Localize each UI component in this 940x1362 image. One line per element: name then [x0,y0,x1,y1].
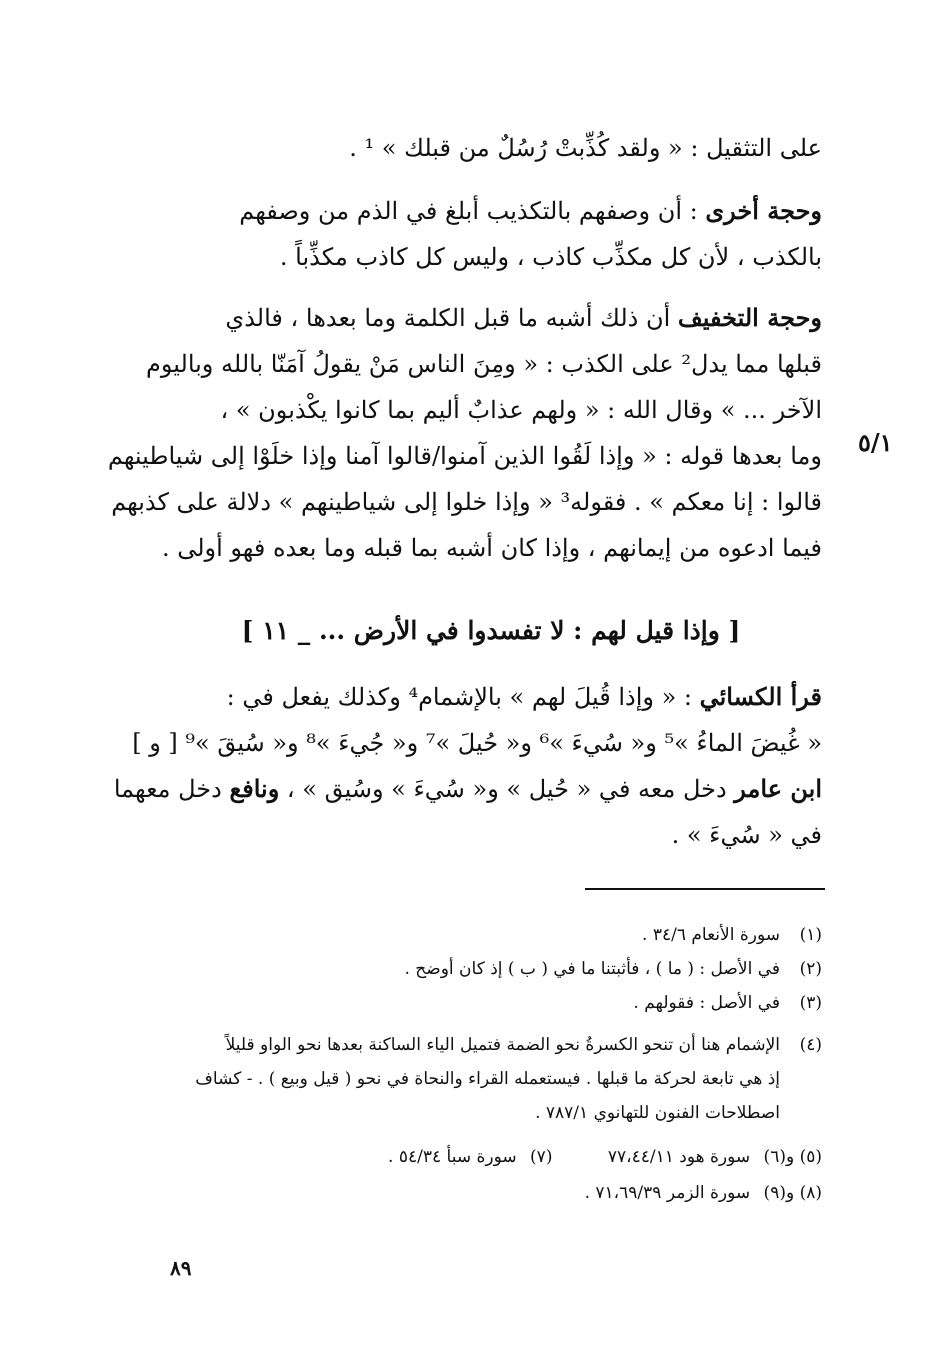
footnote-text: سورة هود ٧٧،٤٤/١١ [607,1147,751,1167]
footnote-1 [160,918,822,952]
paragraph-takhfif [107,295,822,571]
footnote-text: في الأصل : فقولهم . [633,993,780,1013]
footnote-8-9 [160,1176,822,1210]
footnote-number: (٧) [530,1147,553,1167]
text-line: قبلها مما يدل² على الكذب : « ومِنَ الناس مَنْ يقولُ آمَنّا بالله وباليوم [146,350,822,378]
footnote-text: سورة الأنعام ٣٤/٦ . [642,925,780,945]
line-text: : « وإذا قُيلَ لهم » بالإشمام⁴ وكذلك يفعل في : [226,683,700,711]
footnote-number: (٨) و(٩) [763,1183,822,1203]
footnote-4 [160,1028,822,1130]
line-text: دخل معهما [113,775,230,803]
line-text: دخل معه في « حُيل » و« سُيءَ » وسُيق » ، [279,775,735,803]
text-line: فيما ادعوه من إيمانهم ، وإذا كان أشبه بما قبله وما بعده فهو أولى . [161,534,822,562]
footnote-number: (٥) و(٦) [763,1147,822,1167]
footnote-text: إذ هي تابعة لحركة ما قبلها . فيستعمله القراء والنحاة في نحو ( قيل وبيع ) . - كشاف [195,1069,780,1089]
text-line: « غُيضَ الماءُ »⁵ و« سُيءَ »⁶ و« حُيلَ »⁷ و« جُيءَ »⁸ و« سُيقَ »⁹ [ و ] [132,729,822,757]
bold-term: وحجة التخفيف [677,303,822,332]
text-line: وما بعدها قوله : « وإذا لَقُوا الذين آمنوا/قالوا آمنا وإذا خلَوْا إلى شياطينهم [107,442,822,470]
footnote-3 [160,986,822,1020]
footnote-text: في الأصل : ( ما ) ، فأثبتنا ما في ( ب ) إذ كان أوضح . [404,959,780,979]
text-line [113,766,822,812]
paragraph-tathqil [160,125,822,171]
footnote-number: (٢) [799,959,822,979]
footnote-number: (٣) [799,993,822,1013]
text-line: بالكذب ، لأن كل مكذِّب كاذب ، وليس كل كاذب مكذِّباً . [279,243,822,271]
paragraph-other-argument [160,188,822,280]
footnote-text: اصطلاحات الفنون للتهانوي ٧٨٧/١ . [535,1103,780,1123]
bold-term: ابن عامر [734,774,822,803]
footnote-2 [160,952,822,986]
bold-term: قرأ الكسائي [699,682,822,711]
line-text: : أن وصفهم بالتكذيب أبلغ في الذم من وصفهم [239,197,706,225]
footnote-text: سورة الزمر ٧١،٦٩/٣٩ . [584,1183,751,1203]
footnote-text: الإشمام هنا أن تنحو الكسرةُ نحو الضمة فتميل الياء الساكنة بعدها نحو الواو قليلاً [225,1035,780,1055]
footnote-text: سورة سبأ ٥٤/٣٤ . [388,1147,517,1167]
paragraph-kisai [113,674,822,858]
text-line [160,674,822,720]
footnote-5-6-7 [160,1140,822,1174]
bold-term: ونافع [229,774,280,803]
footnote-number: (١) [799,925,822,945]
text-line [160,295,822,341]
text-line: قالوا : إنا معكم » . فقوله³ « وإذا خلوا إلى شياطينهم » دلالة على كذبهم [111,488,822,516]
text-line: الآخر ... » وقال الله : « ولهم عذابٌ أليم بما كانوا يكْذبون » ، [220,396,822,424]
text-line: على التثقيل : « ولقد كُذِّبتْ رُسُلٌ من قبلك » ¹ . [349,134,822,162]
text-line: في « سُيءَ » . [671,821,822,849]
manuscript-folio-reference: ٥/١ [858,428,893,457]
page-number: ٨٩ [170,1256,192,1280]
footnote-separator [585,888,825,890]
bold-term: وحجة أخرى [705,196,822,225]
line-text: أن ذلك أشبه ما قبل الكلمة وما بعدها ، فالذي [225,304,678,332]
footnote-number: (٤) [799,1035,822,1055]
section-heading: [ وإذا قيل لهم : لا تفسدوا في الأرض ... _ ١١ ] [241,616,741,645]
text-line [160,188,822,234]
